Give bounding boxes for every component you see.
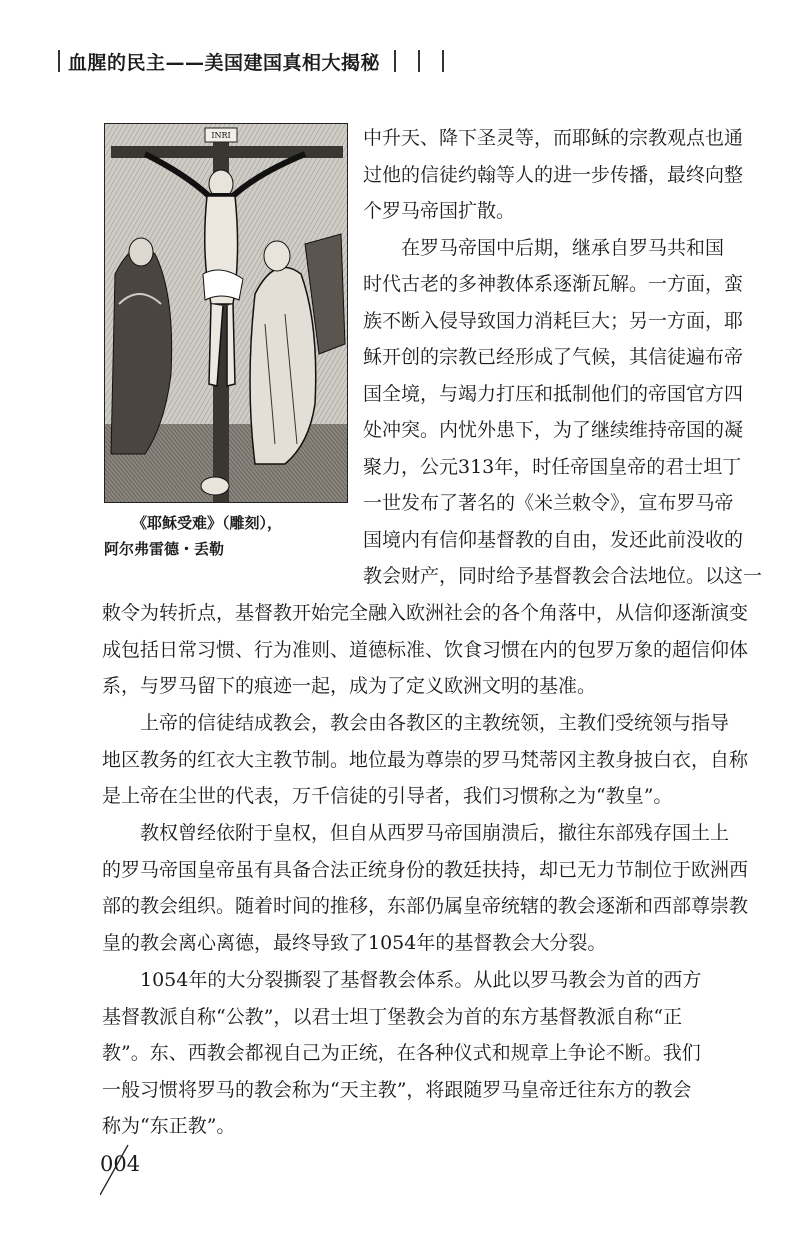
paragraph-great-schism xyxy=(102,962,754,1145)
text-line: 成包括日常习惯、行为准则、道德标准、饮食习惯在内的包罗万象的超信仰体 xyxy=(102,638,749,661)
text-line: 国全境，与竭力打压和抵制他们的帝国官方四 xyxy=(363,382,744,405)
paragraph-edict-continuation xyxy=(102,595,754,705)
text-line: 族不断入侵导致国力消耗巨大；另一方面，耶 xyxy=(363,309,744,332)
text-line: 部的教会组织。随着时间的推移，东部仍属皇帝统辖的教会逐渐和西部尊崇教 xyxy=(102,895,749,917)
book-title: 血腥的民主——美国建国真相大揭秘 xyxy=(68,51,381,74)
text-line: 在罗马帝国中后期，继承自罗马共和国 xyxy=(401,236,725,259)
paragraph-church-schism xyxy=(102,815,754,961)
text-line: 处冲突。内忧外患下，为了继续维持帝国的凝 xyxy=(363,419,744,441)
text-line: 稣开创的宗教已经形成了气候，其信徒遍布帝 xyxy=(363,346,744,368)
caption-title: 《耶稣受难》（雕刻）， xyxy=(132,514,283,532)
text-line: 称为“东正教”。 xyxy=(102,1115,236,1137)
text-line: 一世发布了著名的《米兰敕令》，宣布罗马帝 xyxy=(363,492,734,514)
header-decoration xyxy=(394,50,466,72)
text-line: 教权曾经依附于皇权，但自从西罗马帝国崩溃后，撤往东部残存国土上 xyxy=(140,822,730,844)
text-line: 系，与罗马留下的痕迹一起，成为了定义欧洲文明的基准。 xyxy=(102,675,597,697)
text-line: 教”。东、西教会都视自己为正统，在各种仪式和规章上争论不断。我们 xyxy=(102,1042,701,1064)
text-line: 敕令为转折点，基督教开始完全融入欧洲社会的各个角落中，从信仰逐渐演变 xyxy=(102,602,749,624)
header-bar xyxy=(58,50,60,72)
text-line: 聚力，公元313年，时任帝国皇帝的君士坦丁 xyxy=(363,455,742,478)
text-line: 基督教派自称“公教”，以君士坦丁堡教会为首的东方基督教派自称“正 xyxy=(102,1005,683,1028)
text-line: 皇的教会离心离德，最终导致了1054年的基督教会大分裂。 xyxy=(102,931,607,954)
right-column-text xyxy=(363,120,763,595)
text-line: 个罗马帝国扩散。 xyxy=(363,200,516,222)
text-line: 地区教务的红衣大主教节制。地位最为尊崇的罗马梵蒂冈主教身披白衣，自称 xyxy=(102,748,749,771)
text-line: 是上帝在尘世的代表，万千信徒的引导者，我们习惯称之为“教皇”。 xyxy=(102,785,673,807)
figure-caption xyxy=(104,510,354,562)
paragraph-church-hierarchy xyxy=(102,705,754,815)
text-line: 上帝的信徒结成教会，教会由各教区的主教统领，主教们受统领与指导 xyxy=(140,712,730,734)
text-line: 教会财产，同时给予基督教会合法地位。以这一 xyxy=(363,565,763,587)
text-line: 的罗马帝国皇帝虽有具备合法正统身份的教廷扶持，却已无力节制位于欧洲西 xyxy=(102,858,749,881)
inri-plaque: INRI xyxy=(211,131,231,140)
text-line: 时代古老的多神教体系逐渐瓦解。一方面，蛮 xyxy=(363,273,744,295)
text-line: 国境内有信仰基督教的自由，发还此前没收的 xyxy=(363,528,744,551)
running-header xyxy=(58,46,466,76)
text-line: 中升天、降下圣灵等，而耶稣的宗教观点也通 xyxy=(363,127,744,149)
crucifixion-engraving xyxy=(104,123,348,503)
text-line: 一般习惯将罗马的教会称为“天主教”，将跟随罗马皇帝迁往东方的教会 xyxy=(102,1078,692,1101)
page-number: 004 xyxy=(100,1152,141,1176)
caption-artist: 阿尔弗雷德・丢勒 xyxy=(104,540,225,558)
text-line: 过他的信徒约翰等人的进一步传播，最终向整 xyxy=(363,163,744,186)
page-number-slash xyxy=(100,1140,160,1200)
text-line: 1054年的大分裂撕裂了基督教会体系。从此以罗马教会为首的西方 xyxy=(140,969,702,991)
